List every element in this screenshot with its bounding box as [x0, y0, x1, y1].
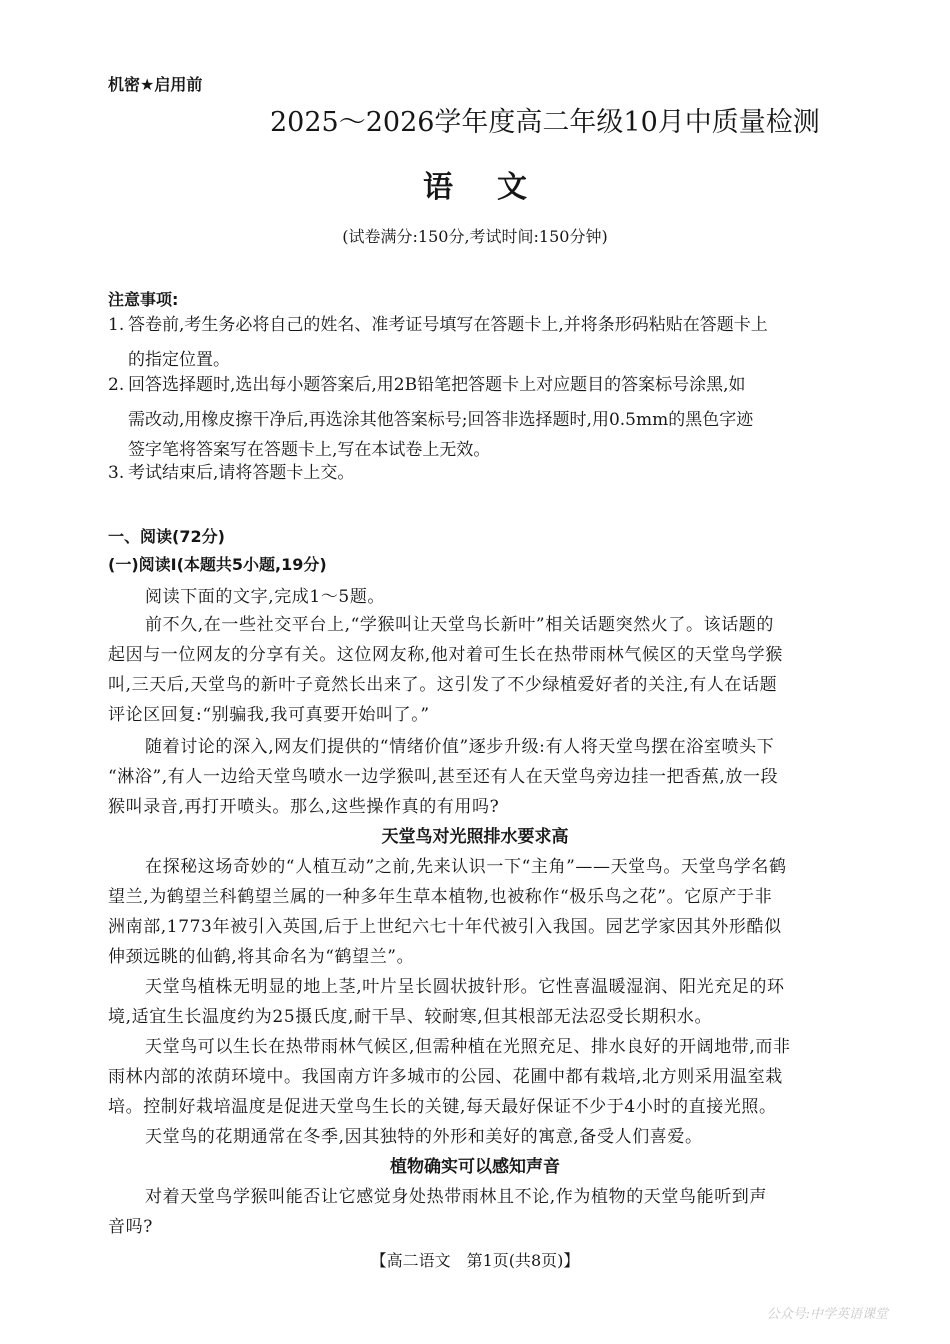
- passage-line: 天堂鸟的花期通常在冬季,因其独特的外形和美好的寓意,备受人们喜爱。: [145, 1127, 703, 1147]
- passage-line: 伸颈远眺的仙鹤,将其命名为“鹤望兰”。: [108, 947, 415, 967]
- passage-line: 叫,三天后,天堂鸟的新叶子竟然长出来了。这引发了不少绿植爱好者的关注,有人在话题: [108, 675, 778, 695]
- note-line: 答卷前,考生务必将自己的姓名、准考证号填写在答题卡上,并将条形码粘贴在答题卡上: [128, 315, 768, 335]
- note-number: 3.: [108, 463, 125, 483]
- note-line: 回答选择题时,选出每小题答案后,用2B铅笔把答题卡上对应题目的答案标号涂黑,如: [128, 375, 746, 395]
- passage-line: 猴叫录音,再打开喷头。那么,这些操作真的有用吗?: [108, 797, 500, 817]
- secret-label: 机密★启用前: [108, 75, 203, 94]
- passage-heading: 植物确实可以感知声音: [390, 1157, 560, 1177]
- exam-title: 2025～2026学年度高二年级10月中质量检测: [270, 107, 820, 138]
- note-item: [108, 310, 768, 340]
- passage-line: 评论区回复:“别骗我,我可真要开始叫了。”: [108, 705, 430, 725]
- note-line: 需改动,用橡皮擦干净后,再选涂其他答案标号;回答非选择题时,用0.5mm的黑色字迹: [128, 410, 754, 430]
- passage-line: 培。控制好栽培温度是促进天堂鸟生长的关键,每天最好保证不少于4小时的直接光照。: [108, 1097, 777, 1117]
- passage-line: 雨林内部的浓荫环境中。我国南方许多城市的公园、花圃中都有栽培,北方则采用温室栽: [108, 1067, 783, 1087]
- section-subtitle: (一)阅读Ⅰ(本题共5小题,19分): [108, 555, 327, 574]
- note-number: 2.: [108, 375, 125, 395]
- notes-heading: 注意事项:: [108, 290, 179, 309]
- note-number: 1.: [108, 315, 125, 335]
- passage-line: 在探秘这场奇妙的“人植互动”之前,先来认识一下“主角”——天堂鸟。天堂鸟学名鹤: [145, 857, 787, 877]
- passage-line: 音吗?: [108, 1217, 153, 1237]
- section-title: 一、阅读(72分): [108, 527, 225, 546]
- note-item: [108, 370, 746, 400]
- passage-line: 前不久,在一些社交平台上,“学猴叫让天堂鸟长新叶”相关话题突然火了。该话题的: [145, 615, 774, 635]
- note-line: 考试结束后,请将答题卡上交。: [128, 463, 355, 483]
- subject-title: 语文: [423, 170, 571, 205]
- note-line: 的指定位置。: [128, 350, 230, 370]
- passage-line: 随着讨论的深入,网友们提供的“情绪价值”逐步升级:有人将天堂鸟摆在浴室喷头下: [145, 737, 775, 757]
- note-line: 签字笔将答案写在答题卡上,写在本试卷上无效。: [128, 440, 491, 460]
- passage-line: 望兰,为鹤望兰科鹤望兰属的一种多年生草本植物,也被称作“极乐鸟之花”。它原产于非: [108, 887, 773, 907]
- passage-heading: 天堂鸟对光照排水要求高: [381, 827, 569, 847]
- passage-line: 对着天堂鸟学猴叫能否让它感觉身处热带雨林且不论,作为植物的天堂鸟能听到声: [145, 1187, 768, 1207]
- passage-line: 境,适宜生长温度约为25摄氏度,耐干旱、较耐寒,但其根部无法忍受长期积水。: [108, 1007, 713, 1027]
- passage-line: 洲南部,1773年被引入英国,后于上世纪六七十年代被引入我国。园艺学家因其外形酷似: [108, 917, 782, 937]
- passage-line: “淋浴”,有人一边给天堂鸟喷水一边学猴叫,甚至还有人在天堂鸟旁边挂一把香蕉,放一段: [108, 767, 779, 787]
- page-footer: 【高二语文 第1页(共8页)】: [370, 1251, 580, 1270]
- section-instruction: 阅读下面的文字,完成1～5题。: [145, 587, 386, 607]
- passage-line: 天堂鸟可以生长在热带雨林气候区,但需种植在光照充足、排水良好的开阔地带,而非: [145, 1037, 791, 1057]
- exam-info: (试卷满分:150分,考试时间:150分钟): [342, 227, 608, 246]
- passage-line: 天堂鸟植株无明显的地上茎,叶片呈长圆状披针形。它性喜温暖湿润、阳光充足的环: [145, 977, 785, 997]
- watermark: 公众号:中学英语课堂: [766, 1307, 888, 1322]
- note-item: [108, 458, 354, 488]
- passage-line: 起因与一位网友的分享有关。这位网友称,他对着可生长在热带雨林气候区的天堂鸟学猴: [108, 645, 783, 665]
